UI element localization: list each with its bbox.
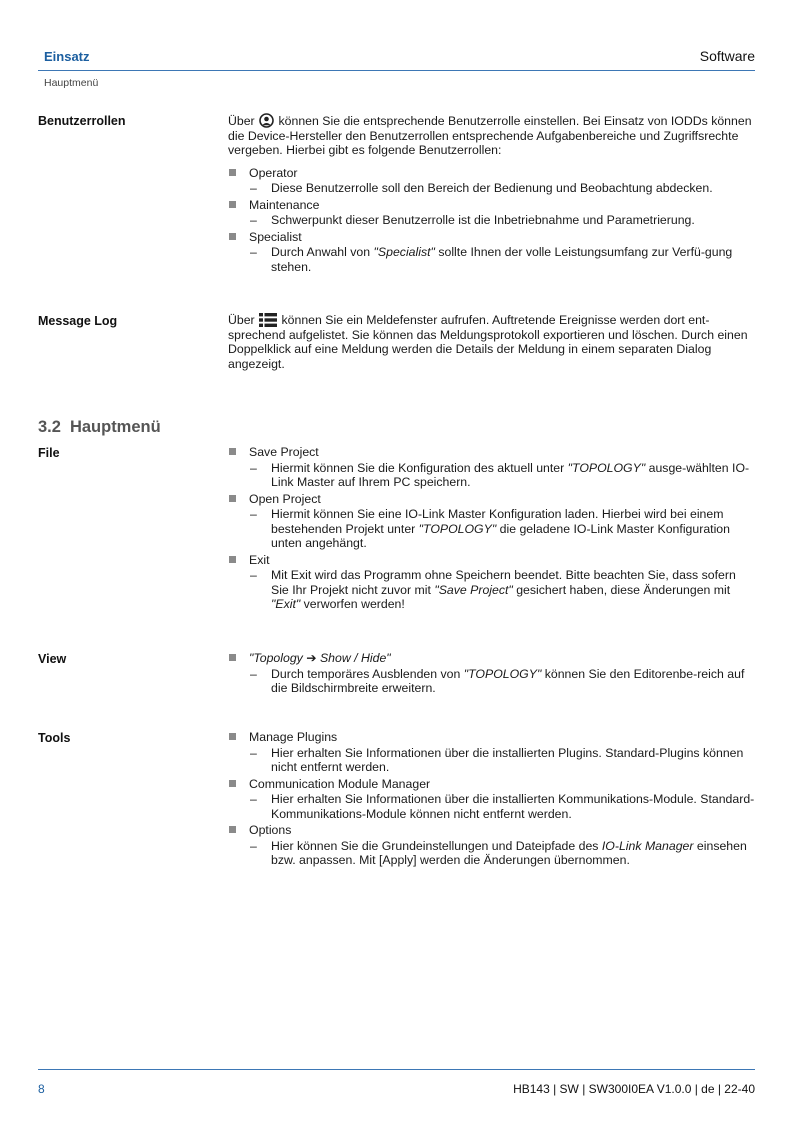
label-benutzerrollen: Benutzerrollen bbox=[38, 114, 126, 128]
menu-desc-save-project: – Hiermit können Sie die Konfiguration des aktuell unter "TOPOLOGY" ausge-wählten IO-Link Master auf Ihrem PC speichern. bbox=[250, 460, 750, 489]
footer-rule bbox=[38, 1069, 755, 1070]
menu-item-open-project: Open Project bbox=[228, 492, 756, 507]
role-item-operator: Operator bbox=[228, 166, 756, 181]
label-view: View bbox=[38, 652, 67, 666]
menu-desc-topology: – Durch temporäres Ausblenden von "TOPOLOGY" können Sie den Editorenbe-reich auf die Bildschirmbreite erweitern. bbox=[250, 666, 745, 695]
tools-menu-block bbox=[228, 730, 756, 870]
bullet-square bbox=[229, 233, 236, 240]
bullet-square bbox=[229, 826, 236, 833]
document-id: HB143 | SW | SW300I0EA V1.0.0 | de | 22-40 bbox=[513, 1082, 755, 1096]
bullet-square bbox=[229, 169, 236, 176]
label-message-log: Message Log bbox=[38, 314, 118, 328]
bullet-square bbox=[229, 733, 236, 740]
menu-item-communication-module-manager: Communication Module Manager bbox=[228, 777, 756, 792]
bullet-square bbox=[229, 556, 236, 563]
menu-desc-open-project: – Hiermit können Sie eine IO-Link Master Konfiguration laden. Hierbei wird bei einem bestehenden Projekt unter "TOPOLOGY" die geladene IO-Link Master Konfiguration unten angehängt. bbox=[250, 507, 730, 550]
menu-desc-options: – Hier können Sie die Grundeinstellungen und Dateipfade des IO-Link Manager einsehen bzw. anpassen. Mit [Apply] werden die Änderungen übernommen. bbox=[250, 838, 747, 867]
bullet-square bbox=[229, 495, 236, 502]
menu-item-options: Options bbox=[228, 823, 756, 838]
role-item-specialist: Specialist bbox=[228, 230, 756, 245]
menu-desc-manage-plugins: – Hier erhalten Sie Informationen über die installierten Plugins. Standard-Plugins können nicht entfernt werden. bbox=[250, 745, 744, 774]
menu-item-topology-show-hide: "Topology ➔ Show / Hide" bbox=[228, 651, 756, 666]
header-rule bbox=[38, 70, 755, 71]
label-tools: Tools bbox=[38, 731, 71, 745]
menu-item-save-project: Save Project bbox=[228, 445, 756, 460]
benutzerrollen-intro: Über können Sie die entsprechende Benutzerrolle einstellen. Bei Einsatz von IODDs können die Device-Hersteller den Benutzerrollen entsprechende Aufgabenbereiche und Zugriffsrechte vergeben. Hierbei gibt es folgende Benutzerrollen: bbox=[228, 114, 752, 157]
role-item-maintenance: Maintenance bbox=[228, 198, 756, 213]
header-subsection: Hauptmenü bbox=[44, 77, 99, 89]
message-log-text: Über können Sie ein Meldefenster aufrufen. Auftretende Ereignisse werden dort ent-sprechend aufgelistet. Sie können das Meldungsprotokoll exportieren und löschen. Durch einen Doppelklick auf eine Meldung werden die Details der Meldung in einem separaten Dialog angezeigt. bbox=[228, 313, 748, 371]
arrow-right-icon: ➔ bbox=[306, 651, 317, 665]
view-menu-block bbox=[228, 651, 756, 698]
menu-item-manage-plugins: Manage Plugins bbox=[228, 730, 756, 745]
file-menu-block bbox=[228, 445, 756, 614]
header-topic: Software bbox=[699, 48, 755, 64]
role-desc-maintenance: – Schwerpunkt dieser Benutzerrolle ist die Inbetriebnahme und Parametrierung. bbox=[250, 213, 695, 227]
list-icon bbox=[259, 313, 277, 327]
bullet-square bbox=[229, 201, 236, 208]
bullet-square bbox=[229, 654, 236, 661]
benutzerrollen-block bbox=[228, 113, 756, 276]
section-heading: 3.2 Hauptmenü bbox=[38, 418, 161, 436]
role-desc-specialist: – Durch Anwahl von "Specialist" sollte Ihnen der volle Leistungsumfang zur Verfü-gung stehen. bbox=[250, 245, 733, 274]
page-number: 8 bbox=[38, 1082, 45, 1096]
menu-item-exit: Exit bbox=[228, 553, 756, 568]
header-chapter: Einsatz bbox=[44, 49, 90, 64]
message-log-block bbox=[228, 313, 756, 371]
bullet-square bbox=[229, 448, 236, 455]
user-icon bbox=[259, 113, 274, 128]
bullet-square bbox=[229, 780, 236, 787]
label-file: File bbox=[38, 446, 60, 460]
menu-desc-exit: – Mit Exit wird das Programm ohne Speichern beendet. Bitte beachten Sie, dass sofern Sie Ihr Projekt nicht zuvor mit "Save Project" gesichert haben, diese Änderungen mit "Exit" verworfen werden! bbox=[250, 568, 736, 611]
menu-desc-communication-module-manager: – Hier erhalten Sie Informationen über die installierten Kommunikations-Module. Standard-Kommunikations-Module können nicht entfernt werden. bbox=[250, 792, 755, 821]
role-desc-operator: – Diese Benutzerrolle soll den Bereich der Bedienung und Beobachtung abdecken. bbox=[250, 181, 713, 195]
